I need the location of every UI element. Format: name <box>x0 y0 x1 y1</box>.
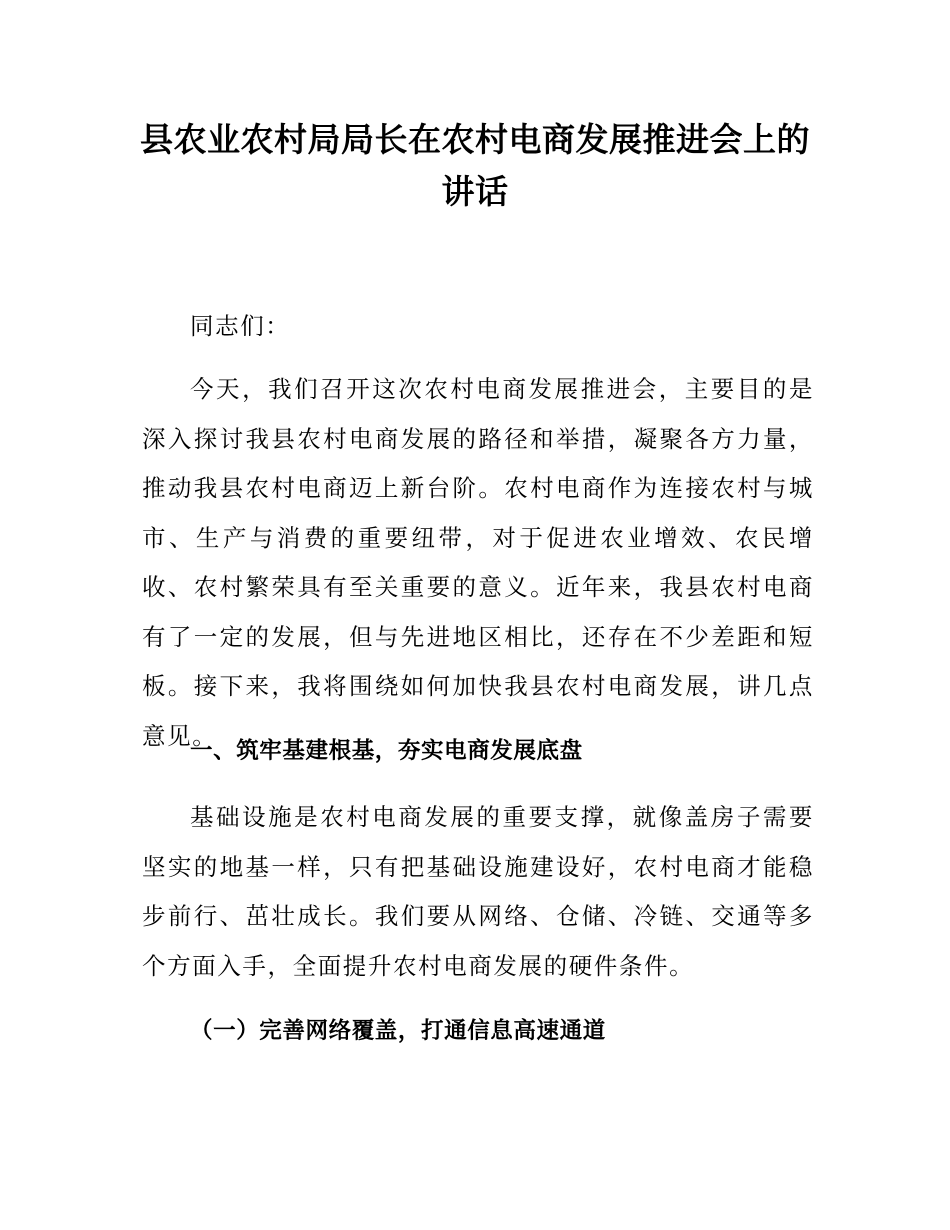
greeting: 同志们： <box>190 312 291 340</box>
section-heading-1: 一、筑牢基建根基，夯实电商发展底盘 <box>190 738 583 764</box>
subsection-heading-1: （一）完善网络覆盖，打通信息高速通道 <box>190 1018 606 1044</box>
document-title: 县农业农村局局长在农村电商发展推进会上的讲话 <box>140 120 810 211</box>
paragraph-infrastructure: 基础设施是农村电商发展的重要支撑，就像盖房子需要坚实的地基一样，只有把基础设施建设好，农村电商才能稳步前行、茁壮成长。我们要从网络、仓储、冷链、交通等多个方面入手，全面提升农村电商发展的硬件条件。 <box>142 803 814 980</box>
paragraph-intro: 今天，我们召开这次农村电商发展推进会，主要目的是深入探讨我县农村电商发展的路径和举措，凝聚各方力量，推动我县农村电商迈上新台阶。农村电商作为连接农村与城市、生产与消费的重要纽带，对于促进农业增效、农民增收、农村繁荣具有至关重要的意义。近年来，我县农村电商有了一定的发展，但与先进地区相比，还存在不少差距和短板。接下来，我将围绕如何加快我县农村电商发展，讲几点意见。 <box>142 375 814 750</box>
